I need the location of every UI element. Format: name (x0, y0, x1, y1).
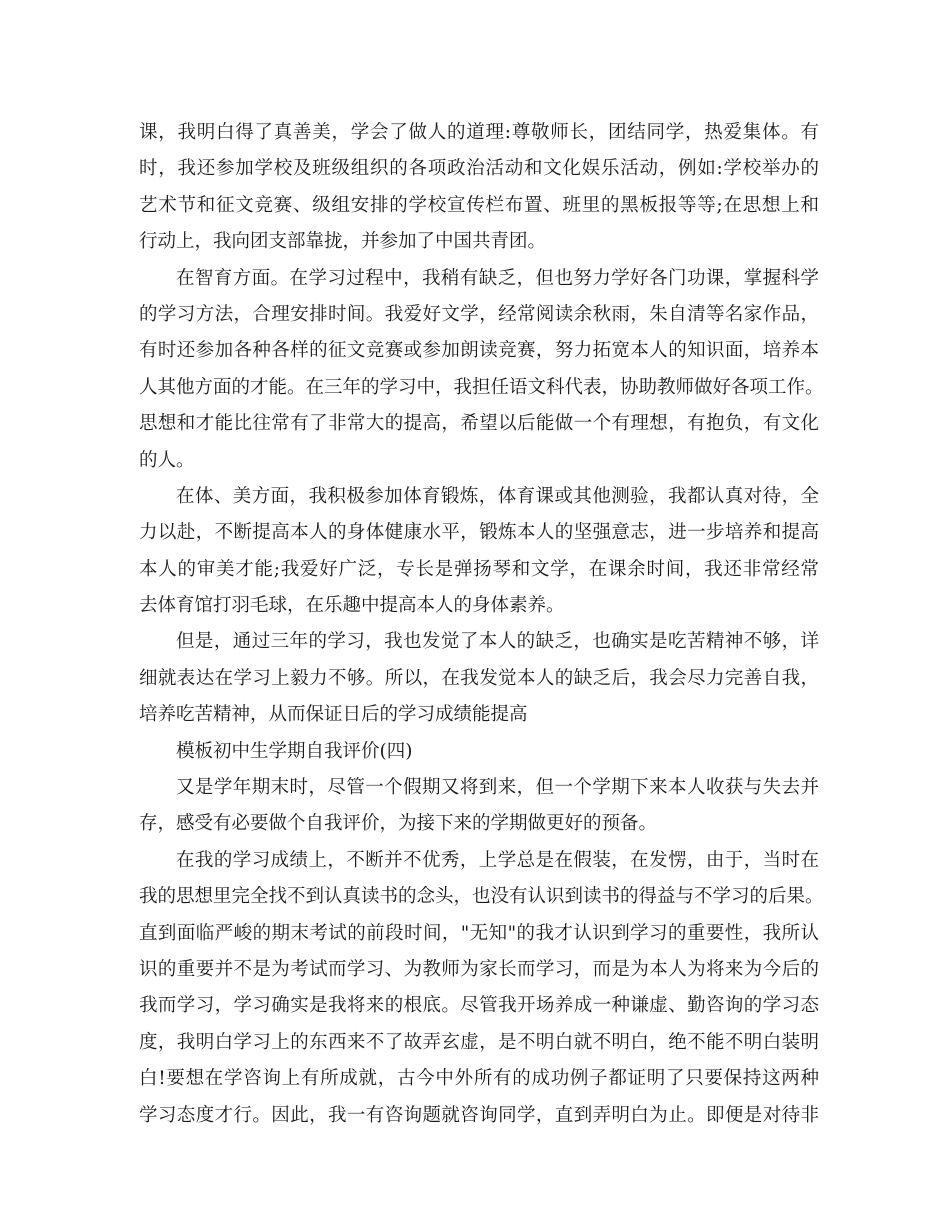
text-line: 在体、美方面，我积极参加体育锻炼，体育课或其他测验，我都认真对待，全 (176, 485, 819, 507)
text-line: 我而学习，学习确实是我将来的根底。尽管我开场养成一种谦虚、勤咨询的学习态 (139, 995, 819, 1017)
text-line: 本人的审美才能;我爱好广泛，专长是弹扬琴和文学，在课余时间，我还非常经常 (139, 558, 819, 580)
text-line: 学习态度才行。因此，我一有咨询题就咨询同学，直到弄明白为止。即便是对待非 (139, 1104, 819, 1126)
text-line: 但是，通过三年的学习，我也发觉了本人的缺乏，也确实是吃苦精神不够，详 (176, 631, 819, 653)
text-line: 在智育方面。在学习过程中，我稍有缺乏，但也努力学好各门功课，掌握科学 (176, 267, 819, 289)
text-line: 的学习方法，合理安排时间。我爱好文学，经常阅读余秋雨，朱自清等名家作品， (139, 303, 819, 325)
text-line: 我的思想里完全找不到认真读书的念头，也没有认识到读书的得益与不学习的后果。 (139, 886, 824, 908)
text-line: 思想和才能比往常有了非常大的提高，希望以后能做一个有理想，有抱负，有文化 (139, 413, 819, 435)
text-line: 白!要想在学咨询上有所成就，古今中外所有的成功例子都证明了只要保持这两种 (139, 1068, 819, 1090)
text-line: 力以赴，不断提高本人的身体健康水平，锻炼本人的坚强意志，进一步培养和提高 (139, 522, 819, 544)
text-line: 在我的学习成绩上，不断并不优秀，上学总是在假装，在发愣，由于，当时在 (176, 849, 819, 871)
text-line: 又是学年期末时，尽管一个假期又将到来，但一个学期下来本人收获与失去并 (176, 777, 819, 799)
document-body (139, 115, 824, 1134)
text-line: 课，我明白得了真善美，学会了做人的道理:尊敬师长，团结同学，热爱集体。有 (139, 122, 819, 143)
text-line: 模板初中生学期自我评价(四) (176, 740, 413, 762)
text-line: 存，感受有必要做个自我评价，为接下来的学期做更好的预备。 (139, 813, 658, 835)
text-line: 人其他方面的才能。在三年的学习中，我担任语文科代表，协助教师做好各项工作。 (139, 376, 824, 398)
text-line: 识的重要并不是为考试而学习、为教师为家长而学习，而是为本人为将来为今后的 (139, 958, 819, 980)
text-line: 有时还参加各种各样的征文竞赛或参加朗读竞赛，努力拓宽本人的知识面，培养本 (139, 340, 819, 362)
text-line: 直到面临严峻的期末考试的前段时间，"无知"的我才认识到学习的重要性，我所认 (139, 922, 819, 944)
text-line: 度，我明白学习上的东西来不了故弄玄虚，是不明白就不明白，绝不能不明白装明 (139, 1031, 819, 1053)
text-line: 的人。 (139, 449, 195, 471)
text-line: 培养吃苦精神，从而保证日后的学习成绩能提高 (139, 704, 528, 726)
text-line: 细就表达在学习上毅力不够。所以，在我发觉本人的缺乏后，我会尽力完善自我， (139, 667, 819, 689)
text-line: 去体育馆打羽毛球，在乐趣中提高本人的身体素养。 (139, 595, 565, 617)
text-line: 艺术节和征文竞赛、级组安排的学校宣传栏布置、班里的黑板报等等;在思想上和 (139, 194, 819, 216)
text-line: 行动上，我向团支部靠拢，并参加了中国共青团。 (139, 231, 547, 253)
text-line: 时，我还参加学校及班级组织的各项政治活动和文化娱乐活动，例如:学校举办的 (139, 158, 819, 180)
